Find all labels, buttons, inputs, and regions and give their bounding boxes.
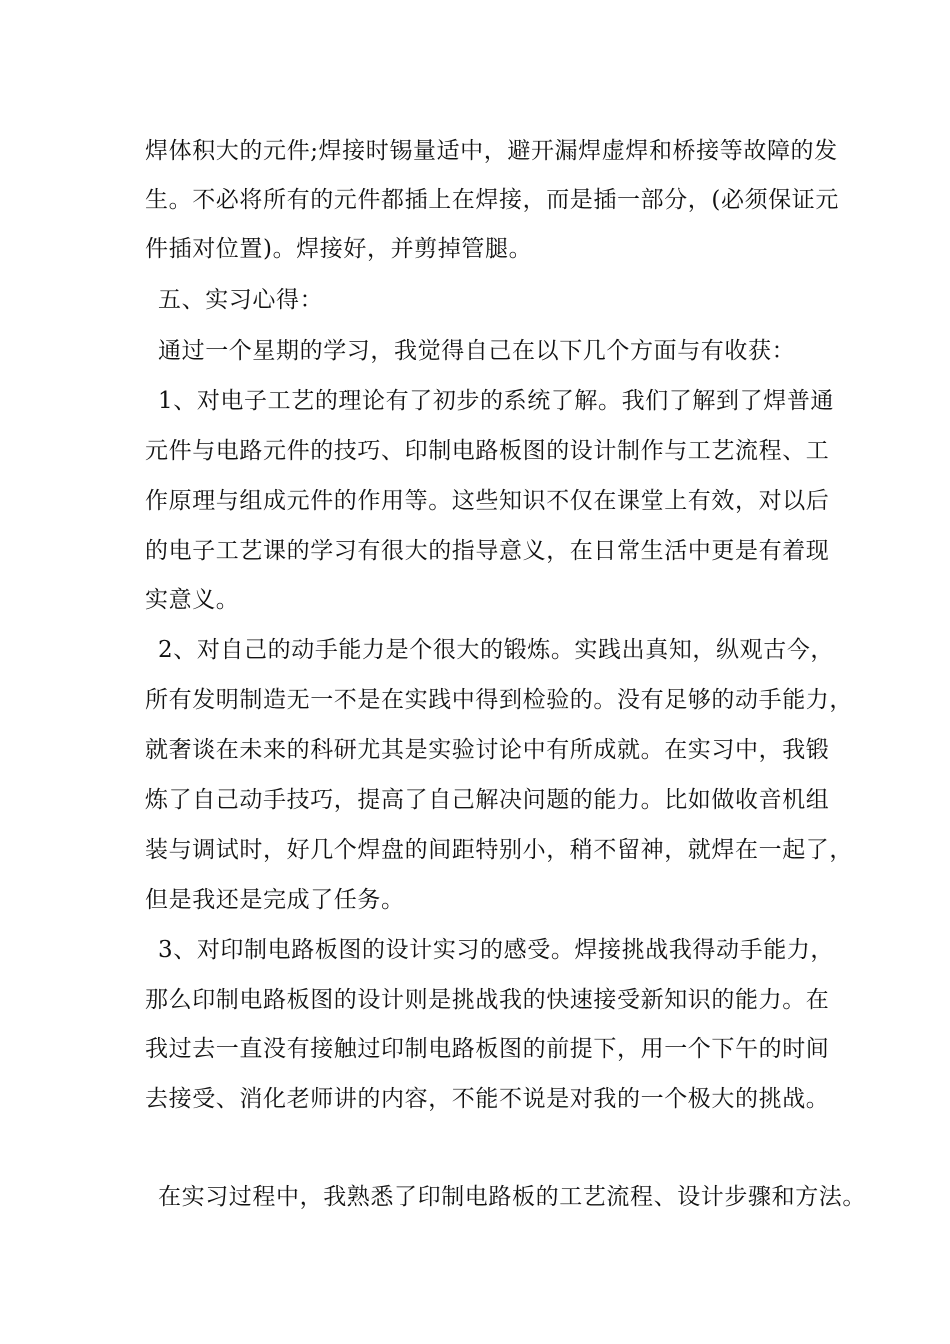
text-line: 实意义。 [145, 587, 240, 613]
text-line: 那么印制电路板图的设计则是挑战我的快速接受新知识的能力。在 [145, 987, 830, 1013]
text-line: 就奢谈在未来的科研尤其是实验讨论中有所成就。在实习中，我锻 [145, 737, 830, 763]
text-line: 作原理与组成元件的作用等。这些知识不仅在课堂上有效，对以后 [145, 488, 830, 514]
list-item-2: 2、对自己的动手能力是个很大的锻炼。实践出真知，纵观古今， [158, 637, 835, 663]
text-line: 焊体积大的元件;焊接时锡量适中，避开漏焊虚焊和桥接等故障的发 [145, 138, 838, 164]
text-line: 我过去一直没有接触过印制电路板图的前提下，用一个下午的时间 [145, 1036, 830, 1062]
text-line: 所有发明制造无一不是在实践中得到检验的。没有足够的动手能力， [145, 687, 853, 713]
list-item-3: 3、对印制电路板图的设计实习的感受。焊接挑战我得动手能力， [158, 937, 835, 963]
text-line: 但是我还是完成了任务。 [145, 887, 405, 913]
text-line: 在实习过程中，我熟悉了印制电路板的工艺流程、设计步骤和方法。 [158, 1184, 866, 1210]
text-line: 去接受、消化老师讲的内容，不能不说是对我的一个极大的挑战。 [145, 1086, 830, 1112]
text-line: 元件与电路元件的技巧、印制电路板图的设计制作与工艺流程、工 [145, 438, 830, 464]
text-line: 的电子工艺课的学习有很大的指导意义，在日常生活中更是有着现 [145, 538, 830, 564]
text-line: 通过一个星期的学习，我觉得自己在以下几个方面与有收获： [158, 338, 796, 364]
list-item-1: 1、对电子工艺的理论有了初步的系统了解。我们了解到了焊普通 [158, 388, 835, 414]
section-heading: 五、实习心得： [158, 287, 324, 313]
text-line: 件插对位置)。焊接好，并剪掉管腿。 [145, 236, 533, 262]
text-line: 装与调试时，好几个焊盘的间距特别小，稍不留神，就焊在一起了， [145, 837, 853, 863]
text-line: 炼了自己动手技巧，提高了自己解决问题的能力。比如做收音机组 [145, 787, 830, 813]
text-line: 生。不必将所有的元件都插上在焊接，而是插一部分，(必须保证元 [145, 187, 839, 213]
